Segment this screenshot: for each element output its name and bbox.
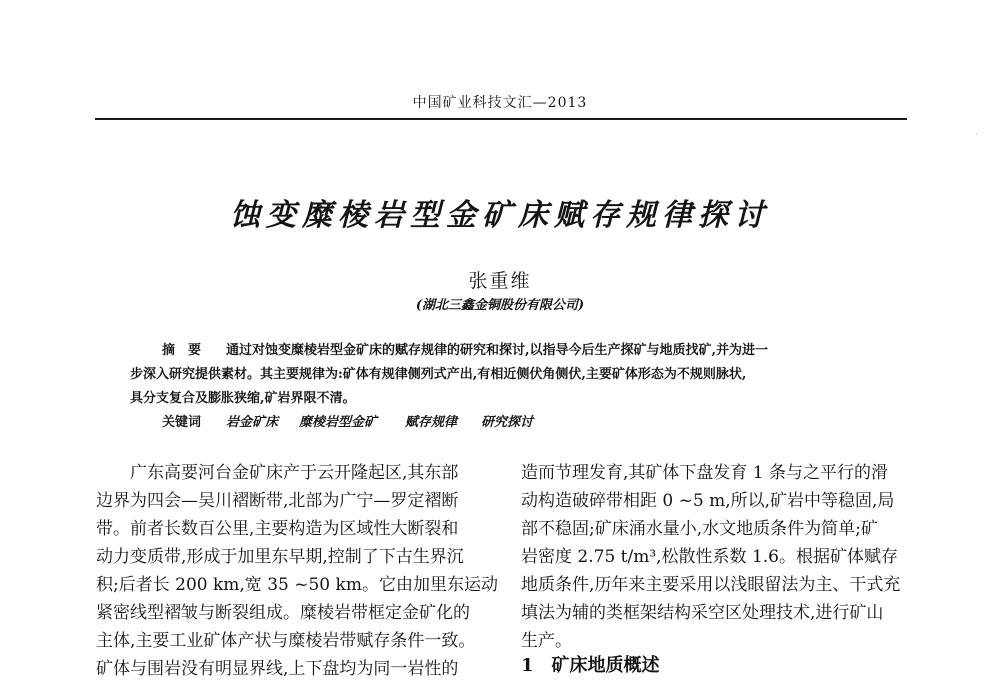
body-line-left: 主体,主要工业矿体产状与糜棱岩带赋存条件一致。 xyxy=(96,631,476,651)
keyword: 赋存规律 xyxy=(405,415,458,430)
body-line-left: 积;后者长 200 km,宽 35 ~50 km。它由加里东运动 xyxy=(96,575,498,595)
body-line-right: 动构造破碎带相距 0 ~5 m,所以,矿岩中等稳固,局 xyxy=(521,491,895,511)
body-line-right: 地质条件,历年来主要采用以浅眼留法为主、干式充 xyxy=(521,575,901,595)
author-affiliation: (湖北三鑫金铜股份有限公司) xyxy=(415,298,585,313)
paper-title: 蚀变糜棱岩型金矿床赋存规律探讨 xyxy=(230,198,770,233)
body-line-right: 生产。 xyxy=(521,631,572,651)
body-line-left: 动力变质带,形成于加里东早期,控制了下古生界沉 xyxy=(96,547,464,567)
body-line-right: 岩密度 2.75 t/m³,松散性系数 1.6。根据矿体赋存 xyxy=(521,547,898,567)
body-line-right: 造而节理发育,其矿体下盘发育 1 条与之平行的滑 xyxy=(521,463,889,483)
author-name: 张重维 xyxy=(468,270,532,292)
abstract-label: 摘 要 xyxy=(162,343,202,358)
body-line-left: 边界为四会—吴川褶断带,北部为广宁—罗定褶断 xyxy=(96,491,459,511)
keywords-label: 关键词 xyxy=(162,415,202,430)
body-line-left: 矿体与围岩没有明显界线,上下盘均为同一岩性的 xyxy=(96,659,459,679)
body-line-right: 填法为辅的类框架结构采空区处理技术,进行矿山 xyxy=(521,603,884,623)
body-line-left: 紧密线型褶皱与断裂组成。糜棱岩带框定金矿化的 xyxy=(96,603,470,623)
running-head: 中国矿业科技文汇—2013 xyxy=(412,95,588,111)
abstract-line: 具分支复合及膨胀狭缩,矿岩界限不清。 xyxy=(130,391,356,406)
body-line-right: 部不稳固;矿床涌水量小,水文地质条件为简单;矿 xyxy=(521,519,878,539)
body-line-left: 带。前者长数百公里,主要构造为区域性大断裂和 xyxy=(96,519,459,539)
keyword: 糜棱岩型金矿 xyxy=(299,415,378,430)
abstract-line: 步深入研究提供素材。其主要规律为:矿体有规律侧列式产出,有相近侧伏角侧伏,主要矿体形态为不规则脉状, xyxy=(130,367,747,382)
header-rule xyxy=(95,118,907,120)
body-line-left: 广东高要河台金矿床产于云开隆起区,其东部 xyxy=(130,463,459,483)
keyword: 研究探讨 xyxy=(481,415,534,430)
keyword: 岩金矿床 xyxy=(226,415,279,430)
abstract-line: 通过对蚀变糜棱岩型金矿床的赋存规律的研究和探讨,以指导今后生产探矿与地质找矿,并为进一 xyxy=(226,343,769,358)
margin-mark: · xyxy=(975,130,979,141)
section-heading: 1 矿床地质概述 xyxy=(521,655,660,676)
